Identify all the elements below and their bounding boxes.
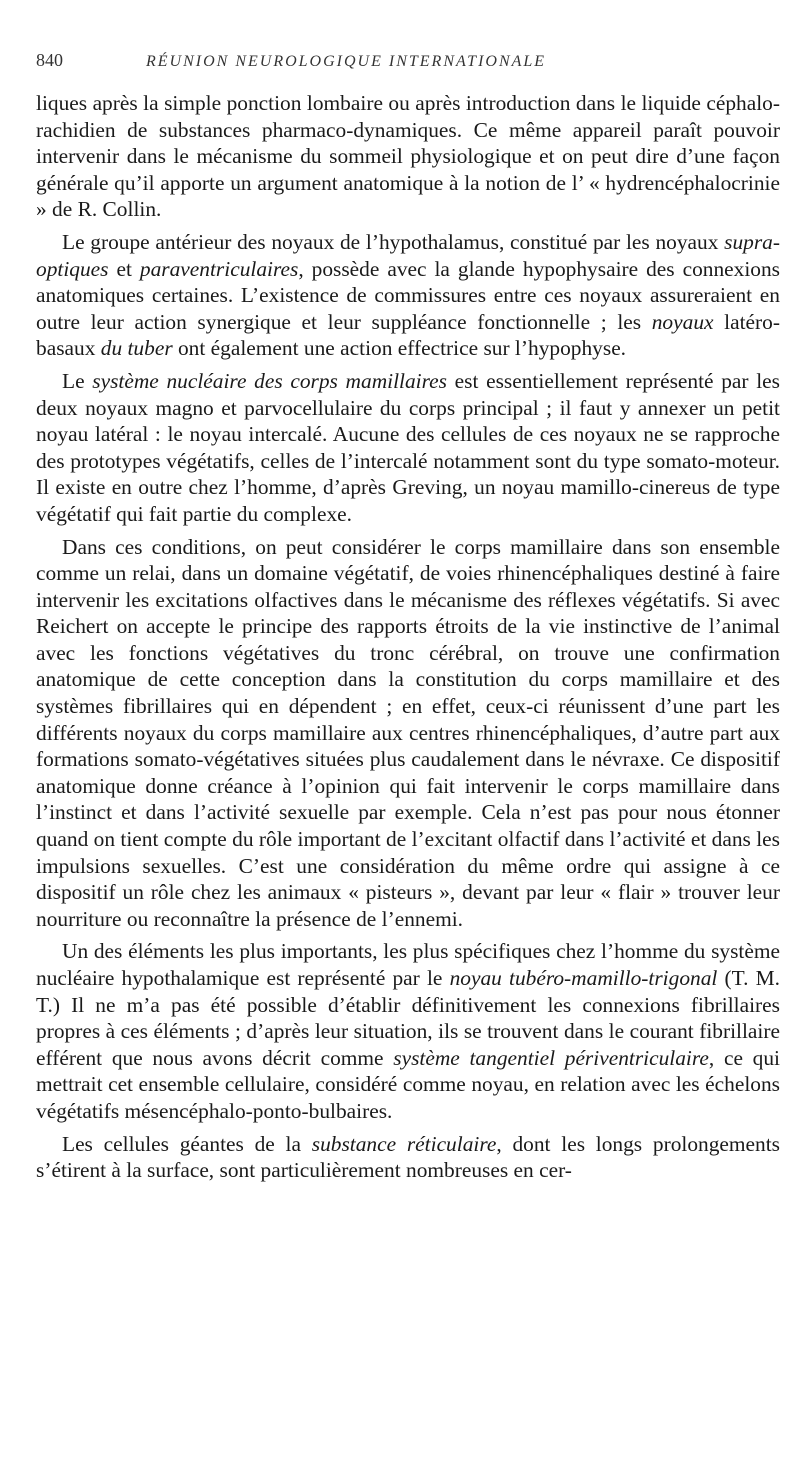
text-run: Le groupe antérieur des noyaux de l’hypothalamus, constitué par les noyaux bbox=[62, 229, 725, 254]
italic-term: supra-optiques bbox=[36, 229, 780, 281]
text-run: liques après la simple ponction lombaire ou après introduction dans le liquide céphalo-rachidien de substances pharmaco-dynamiques. Ce même appareil paraît pouvoir intervenir dans le mécanisme du sommeil physiologique et on peut dire d’une façon générale qu’il apporte un argument anatomique à la notion de l’ « hydrencéphalocrinie » de R. Collin. bbox=[36, 91, 780, 222]
italic-term: paraventriculaires bbox=[139, 256, 299, 281]
text-run: , possède avec la glande hypophysaire des connexions anatomiques certaines. L’existence de commissures entre ces noyaux assureraient en outre leur action synergique et leur suppléance fonctionnelle ; les bbox=[36, 256, 781, 334]
page-number: 840 bbox=[36, 50, 63, 70]
paragraph bbox=[36, 368, 780, 528]
paragraph bbox=[36, 534, 780, 933]
body-text bbox=[36, 90, 780, 1184]
italic-term: noyau tubéro-mamillo-trigonal bbox=[449, 966, 718, 990]
text-run: ont également une action effectrice sur l’hypophyse. bbox=[172, 336, 627, 361]
text-run: est essentiellement représenté par les deux noyaux magno et parvocellulaire du corps principal ; il faut y annexer un petit noyau latéral : le noyau intercalé. Aucune des cellules de ces noyaux ne se rapproche des prototypes végétatifs, celles de l’intercalé notamment sont du type somato-moteur. Il existe en outre chez l’homme, d’après Greving, un noyau mamillo-cinereus de type végétatif qui fait partie du complexe. bbox=[36, 368, 780, 526]
document-page bbox=[36, 50, 780, 1190]
text-run: , ce qui mettrait cet ensemble cellulaire, considéré comme noyau, en relation avec les échelons végétatifs mésencéphalo-ponto-bulbaires. bbox=[36, 1045, 780, 1123]
text-run: Le bbox=[62, 368, 93, 393]
paragraph bbox=[36, 229, 780, 362]
text-run: , dont les longs prolongements s’étirent à la surface, sont particulièrement nombreuses en cer- bbox=[36, 1131, 781, 1183]
text-run: (T. M. T.) Il ne m’a pas été possible d’établir définitivement les connexions fibrillaires propres à ces éléments ; d’après leur situation, ils se trouvent dans le courant fibrillaire efférent que nous avons décrit comme bbox=[36, 966, 780, 1070]
running-title: RÉUNION NEUROLOGIQUE INTERNATIONALE bbox=[146, 53, 547, 70]
italic-term: substance réticulaire bbox=[311, 1131, 497, 1156]
text-run: latéro-basaux bbox=[36, 309, 780, 361]
text-run: et bbox=[108, 256, 140, 281]
text-run: Les cellules géantes de la bbox=[62, 1131, 312, 1156]
running-head bbox=[36, 50, 780, 90]
italic-term: du tuber bbox=[100, 336, 173, 361]
paragraph bbox=[36, 938, 780, 1124]
italic-term: système tangentiel périventriculaire bbox=[393, 1045, 709, 1070]
italic-term: noyaux bbox=[651, 309, 714, 334]
italic-term: système nucléaire des corps mamillaires bbox=[92, 368, 447, 393]
paragraph bbox=[36, 90, 780, 223]
text-run: Dans ces conditions, on peut considérer le corps mamillaire dans son ensemble comme un relai, dans un domaine végétatif, de voies rhinencéphaliques destiné à faire intervenir les excitations olfactives dans le mécanisme des réflexes végétatifs. Si avec Reichert on accepte le principe des rapports étroits de la vie instinctive de l’animal avec les fonctions végétatives du tronc cérébral, on trouve une confirmation anatomique de cette conception dans la constitution du corps mamillaire et des systèmes fibrillaires qui en dépendent ; en effet, ceux-ci réunissent d’une part les différents noyaux du corps mamillaire aux centres rhinencéphaliques, d’autre part aux formations somato-végétatives situées plus caudalement dans le névraxe. Ce dispositif anatomique donne créance à l’opinion qui fait intervenir le corps mamillaire dans l’instinct et dans l’activité sexuelle par exemple. Cela n’est pas pour nous étonner quand on tient compte du rôle important de l’excitant olfactif dans l’activité et dans les impulsions sexuelles. C’est une considération du même ordre qui assigne à ce dispositif un rôle chez les animaux « pisteurs », devant par leur « flair » trouver leur nourriture ou reconnaître la présence de l’ennemi. bbox=[36, 534, 780, 931]
paragraph bbox=[36, 1131, 780, 1184]
text-run: Un des éléments les plus importants, les plus spécifiques chez l’homme du système nucléaire hypothalamique est représenté par le bbox=[36, 939, 780, 990]
